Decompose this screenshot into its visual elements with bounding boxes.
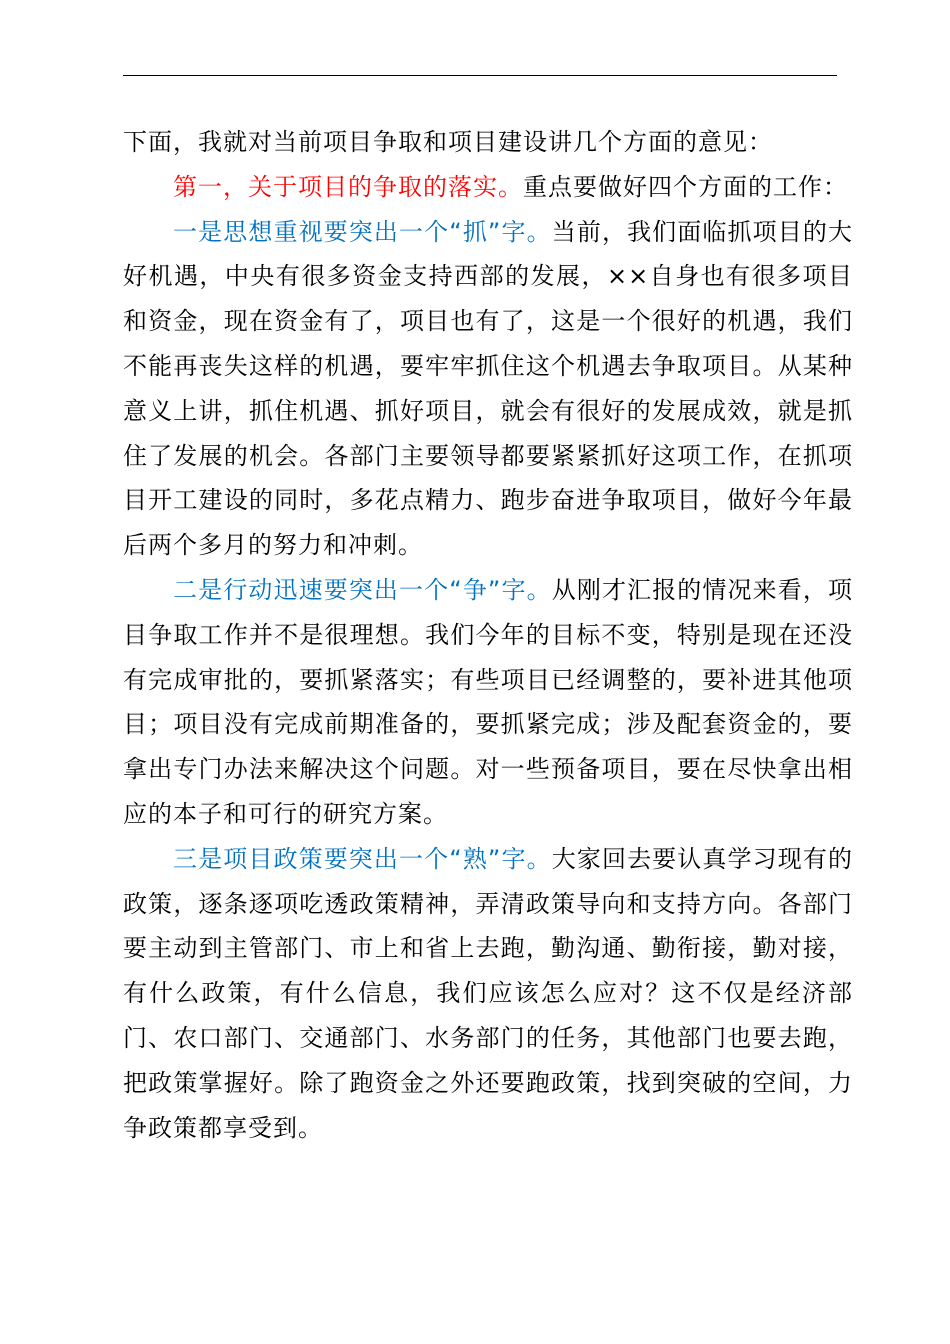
point-one-heading: 一是思想重视要突出一个“抓”字。: [173, 217, 552, 246]
section-one-heading: 第一，关于项目的争取的落实。: [173, 172, 523, 201]
point-one-paragraph: [123, 210, 853, 568]
point-three-text: 大家回去要认真学习现有的政策，逐条逐项吃透政策精神，弄清政策导向和支持方向。各部门要主动到主管部门、市上和省上去跑，勤沟通、勤衔接，勤对接，有什么政策，有什么信息，我们应该怎么应对？这不仅是经济部门、农口部门、交通部门、水务部门的任务，其他部门也要去跑，把政策掌握好。除了跑资金之外还要跑政策，找到突破的空间，力争政策都享受到。: [123, 844, 853, 1142]
point-two-text: 从刚才汇报的情况来看，项目争取工作并不是很理想。我们今年的目标不变，特别是现在还没有完成审批的，要抓紧落实；有些项目已经调整的，要补进其他项目；项目没有完成前期准备的，要抓紧完成；涉及配套资金的，要拿出专门办法来解决这个问题。对一些预备项目，要在尽快拿出相应的本子和可行的研究方案。: [123, 575, 853, 828]
point-two-heading: 二是行动迅速要突出一个“争”字。: [173, 575, 552, 604]
point-two-paragraph: [123, 568, 853, 837]
section-one-paragraph: [123, 165, 853, 210]
point-three-heading: 三是项目政策要突出一个“熟”字。: [173, 844, 552, 873]
section-one-text: 重点要做好四个方面的工作：: [523, 172, 848, 201]
point-three-paragraph: [123, 837, 853, 1151]
intro-paragraph: 下面，我就对当前项目争取和项目建设讲几个方面的意见：: [123, 128, 773, 156]
document-body: [123, 120, 853, 1150]
point-one-text: 当前，我们面临抓项目的大好机遇，中央有很多资金支持西部的发展，××自身也有很多项目和资金，现在资金有了，项目也有了，这是一个很好的机遇，我们不能再丧失这样的机遇，要牢牢抓住这个机遇去争取项目。从某种意义上讲，抓住机遇、抓好项目，就会有很好的发展成效，就是抓住了发展的机会。各部门主要领导都要紧紧抓好这项工作，在抓项目开工建设的同时，多花点精力、跑步奋进争取项目，做好今年最后两个多月的努力和冲刺。: [123, 217, 853, 560]
header-rule: [123, 75, 837, 76]
